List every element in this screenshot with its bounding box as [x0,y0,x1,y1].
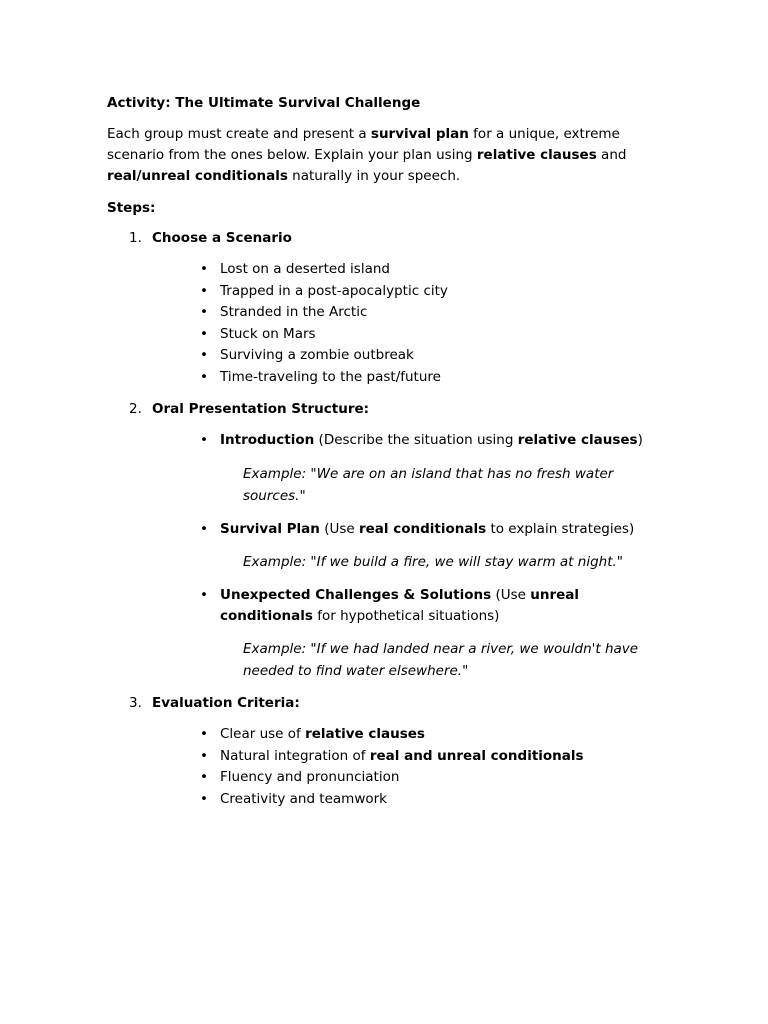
bullet-icon [200,367,208,389]
example-introduction: Example: "We are on an island that has no fresh water sources." [243,465,614,504]
bullet-icon [200,724,208,746]
bullet-icon [200,789,208,811]
scenario-list [107,259,668,388]
step-3 [107,694,668,810]
bullet-icon [200,345,208,367]
structure-item-introduction: • Introduction (Describe the situation using relative clauses) [220,430,650,451]
structure-item-challenges: • Unexpected Challenges & Solutions (Use unreal conditionals for hypothetical situations) [220,585,650,626]
bullet-icon [200,767,208,789]
step-3-heading: 3. Evaluation Criteria: [129,695,300,711]
bullet-icon [200,281,208,303]
bullet-icon [200,324,208,346]
list-item: • Time-traveling to the past/future [220,367,668,389]
bullet-icon [200,430,208,451]
list-item: • Creativity and teamwork [220,789,668,811]
step-1-heading: 1. Choose a Scenario [129,230,292,246]
list-item: • Trapped in a post-apocalyptic city [220,281,668,303]
step-1-number: 1. [129,230,142,246]
step-2-heading: 2. Oral Presentation Structure: [129,401,370,417]
example-survival-plan: Example: "If we build a fire, we will stay warm at night." [243,554,623,570]
step-1 [107,229,668,388]
step-2 [107,400,668,682]
step-3-number: 3. [129,695,142,711]
bullet-icon [200,302,208,324]
bullet-icon [200,746,208,768]
list-item: • Surviving a zombie outbreak [220,345,668,367]
criteria-list [107,724,668,810]
list-item: • Stranded in the Arctic [220,302,668,324]
example-challenges: Example: "If we had landed near a river, we wouldn't have needed to find water elsewhere." [243,641,639,679]
list-item: • Stuck on Mars [220,324,668,346]
bullet-icon [200,585,208,606]
intro-paragraph: Each group must create and present a survival plan for a unique, extreme scenario from the ones below. Explain your plan using relative clauses and real/unreal conditionals naturally in your speech. [107,126,627,184]
step-2-number: 2. [129,401,142,417]
list-item: • Fluency and pronunciation [220,767,668,789]
list-item: • Natural integration of real and unreal conditionals [220,746,668,768]
activity-title: Activity: The Ultimate Survival Challenge [107,95,421,111]
bullet-icon [200,259,208,281]
structure-item-survival-plan: • Survival Plan (Use real conditionals to explain strategies) [220,519,650,540]
bullet-icon [200,519,208,540]
list-item: • Lost on a deserted island [220,259,668,281]
list-item: • Clear use of relative clauses [220,724,668,746]
steps-heading: Steps: [107,200,156,216]
